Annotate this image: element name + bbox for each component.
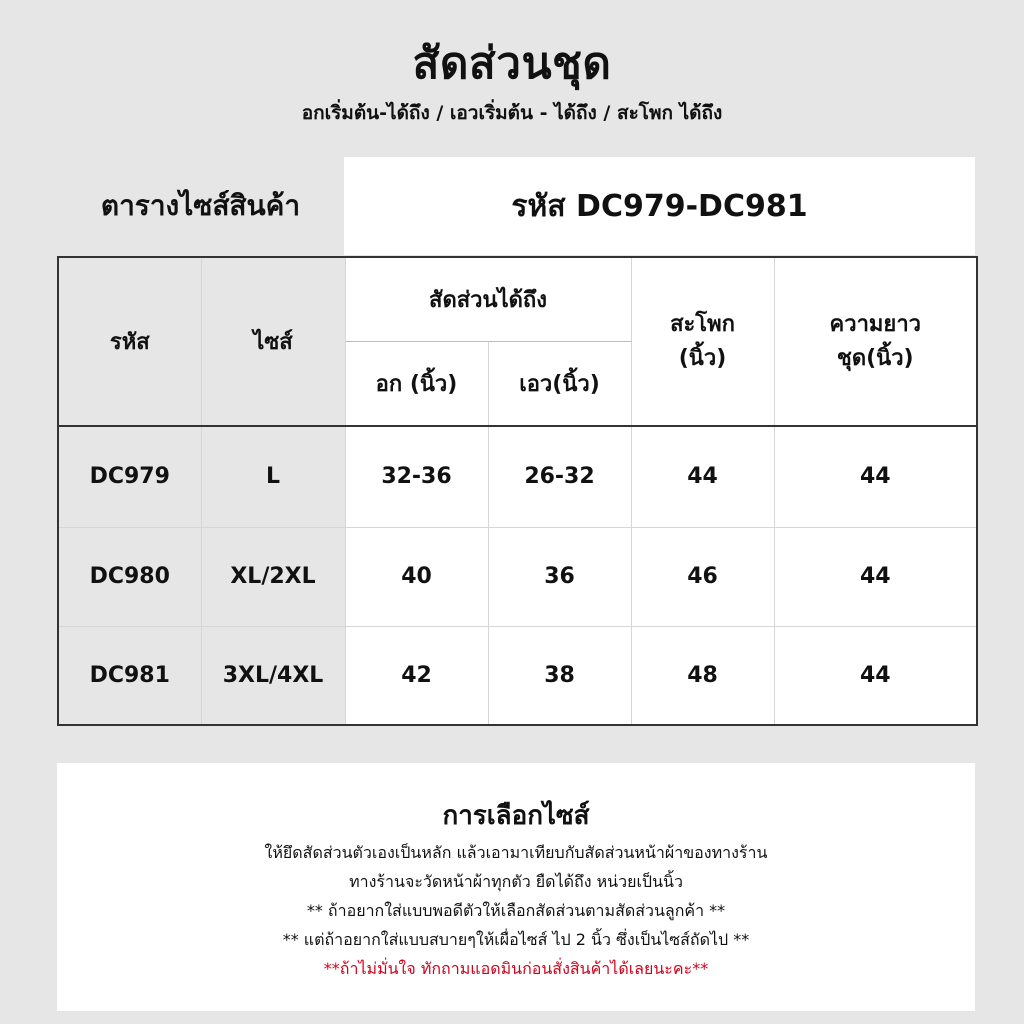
row-hip: 46 [631, 527, 774, 626]
size-chart-header [57, 157, 975, 255]
size-guide-line: ทางร้านจะวัดหน้าผ้าทุกตัว ยืดได้ถึง หน่วยเป็นนิ้ว [349, 872, 683, 891]
size-guide-line: ** แต่ถ้าอยากใส่แบบสบายๆให้เผื่อไซส์ ไป 2 นิ้ว ซึ่งเป็นไซส์ถัดไป ** [282, 930, 750, 949]
header-fit-group: สัดส่วนได้ถึง [345, 257, 631, 341]
row-chest: 32-36 [345, 426, 488, 527]
size-guide-line: ** ถ้าอยากใส่แบบพอดีตัวให้เลือกสัดส่วนตามสัดส่วนลูกค้า ** [306, 901, 726, 920]
size-guide-warning: **ถ้าไม่มั่นใจ ทักถามแอดมินก่อนสั่งสินค้าได้เลยนะคะ** [323, 959, 709, 978]
size-guide-title: การเลือกไซส์ [442, 801, 590, 831]
row-length: 44 [774, 426, 977, 527]
header-code: รหัส [58, 257, 201, 426]
row-waist: 26-32 [488, 426, 631, 527]
size-guide-box [57, 763, 975, 1011]
size-chart-label: ตารางไซส์สินค้า [57, 157, 344, 255]
row-size: 3XL/4XL [201, 626, 345, 725]
row-chest: 42 [345, 626, 488, 725]
header-hip: สะโพก (นิ้ว) [631, 257, 774, 426]
size-guide-line: ให้ยึดสัดส่วนตัวเองเป็นหลัก แล้วเอามาเทียบกับสัดส่วนหน้าผ้าของทางร้าน [264, 843, 768, 862]
size-table [57, 256, 978, 726]
row-size: L [201, 426, 345, 527]
page-title: สัดส่วนชุด [412, 38, 612, 89]
row-waist: 38 [488, 626, 631, 725]
header-size: ไซส์ [201, 257, 345, 426]
row-hip: 48 [631, 626, 774, 725]
page-subtitle: อกเริ่มต้น-ได้ถึง / เอวเริ่มต้น - ได้ถึง / สะโพก ได้ถึง [301, 102, 723, 124]
row-size: XL/2XL [201, 527, 345, 626]
header-length: ความยาว ชุด(นิ้ว) [774, 257, 977, 426]
row-code: DC979 [58, 426, 201, 527]
header-waist: เอว(นิ้ว) [488, 341, 631, 426]
row-hip: 44 [631, 426, 774, 527]
row-waist: 36 [488, 527, 631, 626]
row-code: DC981 [58, 626, 201, 725]
table-row [58, 426, 977, 527]
header-chest: อก (นิ้ว) [345, 341, 488, 426]
row-chest: 40 [345, 527, 488, 626]
row-length: 44 [774, 527, 977, 626]
product-code-label: รหัส DC979-DC981 [344, 157, 975, 255]
table-row [58, 626, 977, 725]
row-code: DC980 [58, 527, 201, 626]
table-row [58, 527, 977, 626]
row-length: 44 [774, 626, 977, 725]
